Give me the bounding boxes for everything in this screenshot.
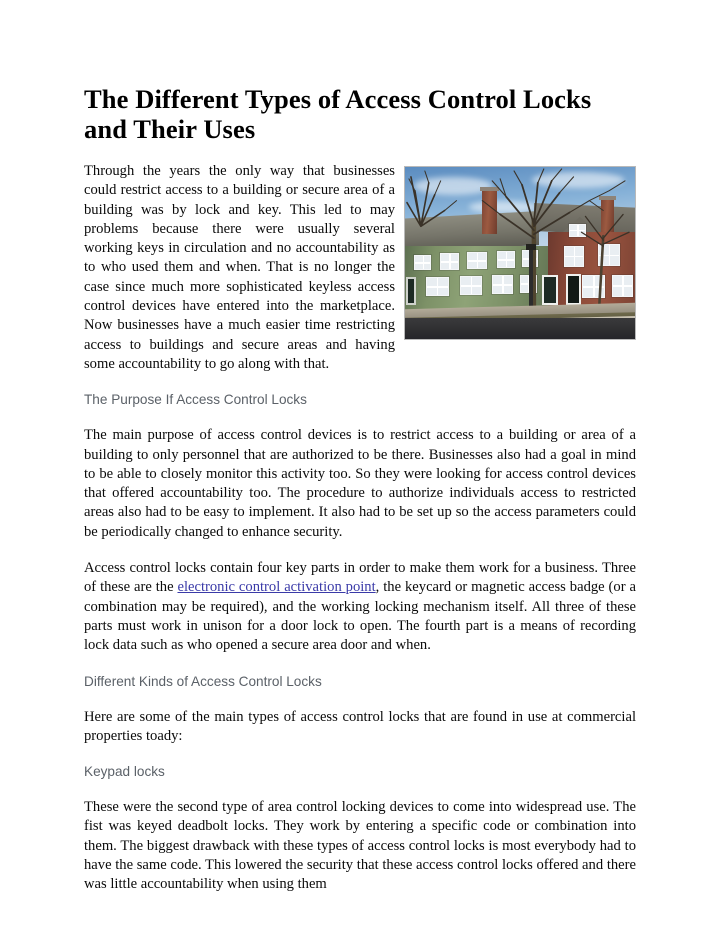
chimney-right — [601, 198, 615, 234]
door-red-house — [566, 274, 581, 305]
window — [440, 253, 460, 270]
window — [460, 276, 482, 295]
paragraph-key-parts-text-after: , the keycard or magnetic access badge (or a combination may be required), and the working locking mechanism itself. All three of these parts must work in unison for a door lock to open. The fourth part is a means of recording lock data such as who opened a secure area door and when. — [84, 579, 636, 654]
street-lamp-post — [529, 248, 533, 312]
chimney-cap — [599, 196, 616, 200]
paragraph-key-parts — [84, 559, 636, 655]
window — [492, 275, 513, 294]
window — [598, 244, 620, 266]
chimney-left — [482, 189, 497, 234]
terraced-houses-photo — [404, 166, 636, 340]
paragraph-keypad-locks: These were the second type of area control locking devices to come into widespread use. The fist was keyed deadbolt locks. They work by entering a specific code or combination into them. The biggest drawback with these types of access control locks is most everybody had to have the same code. This lowered the security that these access control locks offered and there was little accountability when using them — [84, 799, 636, 893]
paragraph-key-parts-text-before: Access control locks contain four key parts in order to make them work for a business. Three of these are the — [84, 560, 636, 596]
paragraph-main-types: Here are some of the main types of access control locks that are found in use at commercial properties toady: — [84, 708, 636, 744]
street-lamp-head — [526, 244, 536, 251]
window — [564, 246, 585, 267]
window — [414, 255, 431, 270]
window — [612, 275, 633, 297]
electronic-control-activation-point-link[interactable]: electronic control activation point — [177, 579, 376, 596]
paragraph-intro: Through the years the only way that businesses could restrict access to a building or secure area of a building was by lock and key. This led to may problems because there were usually several working keys in circulation and no accountability as to who used them and when. That is no longer the case since much more sophisticated keyless access control devices have entered into the marketplace. Now businesses have a much easier time restricting access to buildings and secure areas and having some accountability to go along with that. — [84, 163, 395, 372]
photo-illustration — [405, 167, 635, 339]
window — [467, 252, 487, 269]
door-white-surround — [542, 275, 558, 304]
heading-keypad-locks: Keypad locks — [84, 764, 165, 780]
red-brick-house — [548, 232, 635, 313]
cloud-shape — [532, 172, 624, 187]
window — [497, 251, 515, 268]
dormer-window — [569, 224, 585, 237]
page-title: The Different Types of Access Control Locks and Their Uses — [84, 84, 592, 144]
heading-purpose: The Purpose If Access Control Locks — [84, 392, 307, 408]
door-far-left — [406, 277, 416, 305]
heading-kinds: Different Kinds of Access Control Locks — [84, 673, 322, 689]
road — [405, 318, 635, 339]
window — [426, 277, 449, 296]
chimney-cap — [480, 187, 498, 191]
window — [582, 275, 605, 297]
paragraph-purpose: The main purpose of access control devices is to restrict access to a building or area of a building to only personnel that are authorized to be there. Businesses also had a goal in mind to be able to closely monitor this activity too. So they were looking for access control devices that offered accountability too. The procedure to authorize individuals access to restricted areas also had to be easy to implement. It also had to be set up so the access parameters could be periodically changed to enhance security. — [84, 427, 636, 540]
document-content — [84, 84, 636, 912]
